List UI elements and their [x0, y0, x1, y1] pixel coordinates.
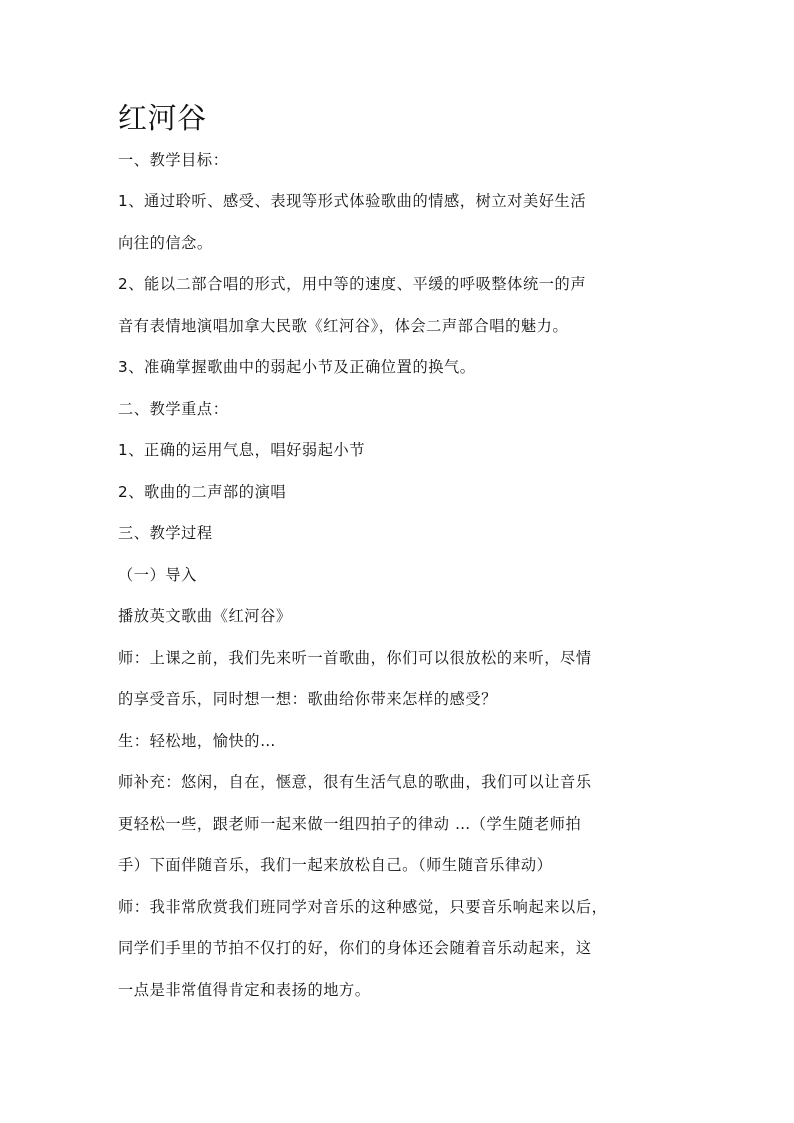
objective-3: 3、准确掌握歌曲中的弱起小节及正确位置的换气。 [118, 358, 476, 376]
teacher-praise-line-1: 师：我非常欣赏我们班同学对音乐的这种感觉，只要音乐响起来以后， [118, 898, 608, 916]
subsection-intro: （一）导入 [118, 566, 197, 584]
teacher-line-1: 师：上课之前，我们先来听一首歌曲，你们可以很放松的来听，尽情 [118, 649, 592, 667]
objective-2-line-2: 音有表情地演唱加拿大民歌《红河谷》，体会二声部合唱的魅力。 [118, 317, 569, 335]
section-heading-objectives: 一、教学目标： [118, 151, 229, 169]
section-heading-key-points: 二、教学重点： [118, 400, 229, 418]
student-reply: 生：轻松地，愉快的… [118, 732, 276, 750]
teacher-praise-line-3: 一点是非常值得肯定和表扬的地方。 [118, 981, 371, 999]
teacher-praise-line-2: 同学们手里的节拍不仅打的好，你们的身体还会随着音乐动起来，这 [118, 939, 592, 957]
document-title: 红河谷 [118, 101, 207, 135]
objective-2-line-1: 2、能以二部合唱的形式，用中等的速度、平缓的呼吸整体统一的声 [118, 275, 587, 293]
section-heading-process: 三、教学过程 [118, 524, 213, 542]
teacher-supplement-line-3: 手）下面伴随音乐，我们一起来放松自己。（师生随音乐律动） [118, 856, 553, 874]
key-point-1: 1、正确的运用气息，唱好弱起小节 [118, 441, 366, 459]
objective-1-line-1: 1、通过聆听、感受、表现等形式体验歌曲的情感，树立对美好生活 [118, 192, 587, 210]
teacher-supplement-line-1: 师补充：悠闲，自在，惬意，很有生活气息的歌曲，我们可以让音乐 [118, 773, 592, 791]
teacher-line-2: 的享受音乐，同时想一想：歌曲给你带来怎样的感受？ [118, 690, 497, 708]
objective-1-line-2: 向往的信念。 [118, 234, 213, 252]
teacher-supplement-line-2: 更轻松一些，跟老师一起来做一组四拍子的律动 …（学生随老师拍 [118, 815, 582, 833]
key-point-2: 2、歌曲的二声部的演唱 [118, 483, 287, 501]
paragraph-play-song: 播放英文歌曲《红河谷》 [118, 607, 292, 625]
